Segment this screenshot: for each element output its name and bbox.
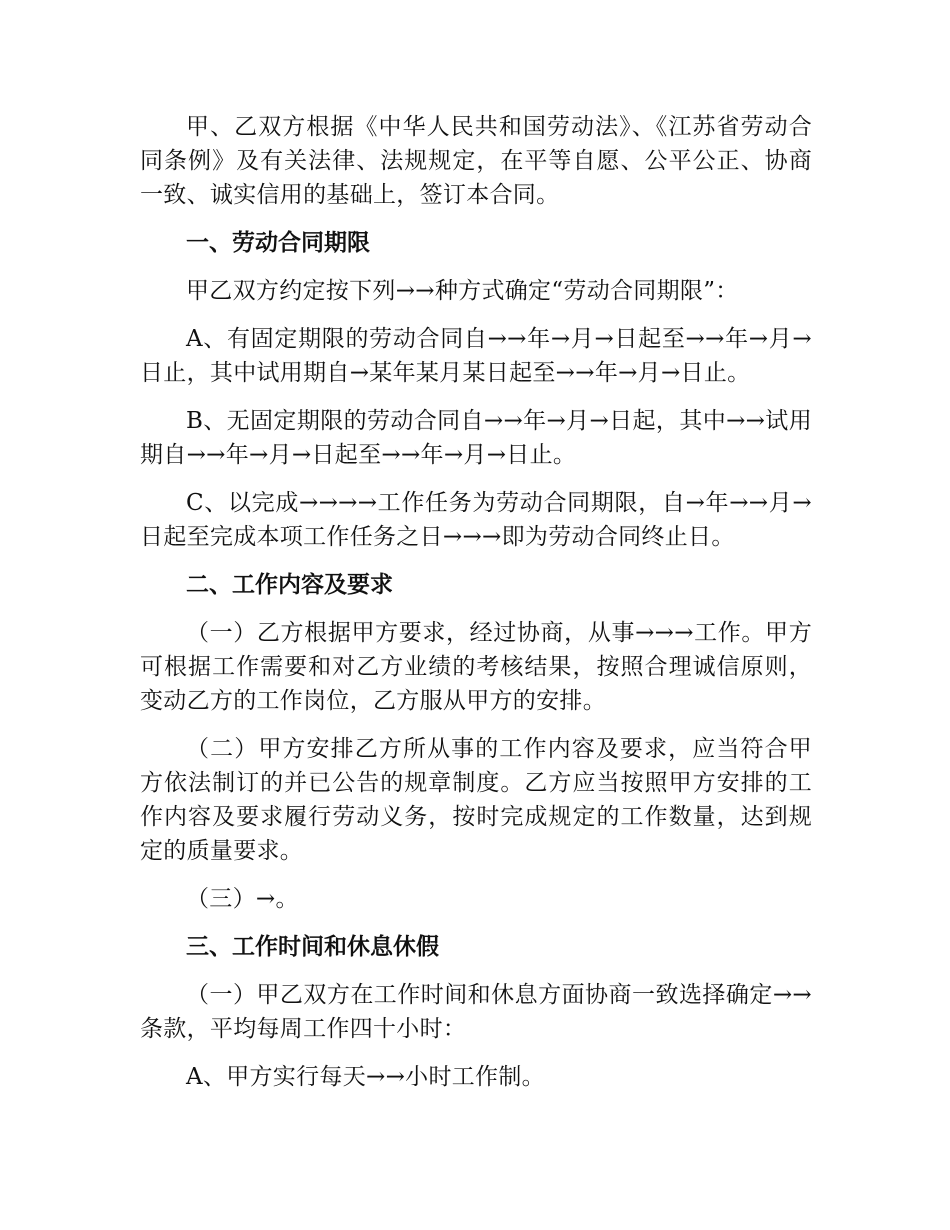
work-content-item-1: （一）乙方根据甲方要求，经过协商，从事→→→工作。甲方可根据工作需要和对乙方业绩的考核结果，按照合理诚信原则，变动乙方的工作岗位，乙方服从甲方的安排。 (140, 620, 812, 714)
document-page (140, 110, 812, 1108)
work-content-item-2: （二）甲方安排乙方所从事的工作内容及要求，应当符合甲方依法制订的并已公告的规章制度。乙方应当按照甲方安排的工作内容及要求履行劳动义务，按时完成规定的工作数量，达到规定的质量要求。 (140, 736, 812, 864)
working-hours-option-a: A、甲方实行每天→→小时工作制。 (186, 1064, 545, 1090)
term-option-b: B、无固定期限的劳动合同自→→年→月→日起，其中→→试用期自→→年→月→日起至→→年→月→日止。 (140, 408, 812, 468)
section-heading-working-hours: 三、工作时间和休息休假 (186, 934, 439, 960)
work-content-item-3: （三）→。 (186, 886, 299, 912)
section-heading-contract-term: 一、劳动合同期限 (186, 230, 370, 256)
working-hours-item-1: （一）甲乙双方在工作时间和休息方面协商一致选择确定→→条款，平均每周工作四十小时： (140, 982, 812, 1042)
section-heading-work-content: 二、工作内容及要求 (186, 572, 393, 598)
term-method-paragraph: 甲乙双方约定按下列→→种方式确定“劳动合同期限”： (186, 278, 739, 304)
term-option-a: A、有固定期限的劳动合同自→→年→月→日起至→→年→月→日止，其中试用期自→某年某月某日起至→→年→月→日止。 (140, 326, 812, 386)
term-option-c: C、以完成→→→→工作任务为劳动合同期限，自→年→→月→日起至完成本项工作任务之日→→→即为劳动合同终止日。 (140, 490, 812, 550)
intro-paragraph: 甲、乙双方根据《中华人民共和国劳动法》、《江苏省劳动合同条例》及有关法律、法规规定，在平等自愿、公平公正、协商一致、诚实信用的基础上，签订本合同。 (140, 114, 812, 208)
